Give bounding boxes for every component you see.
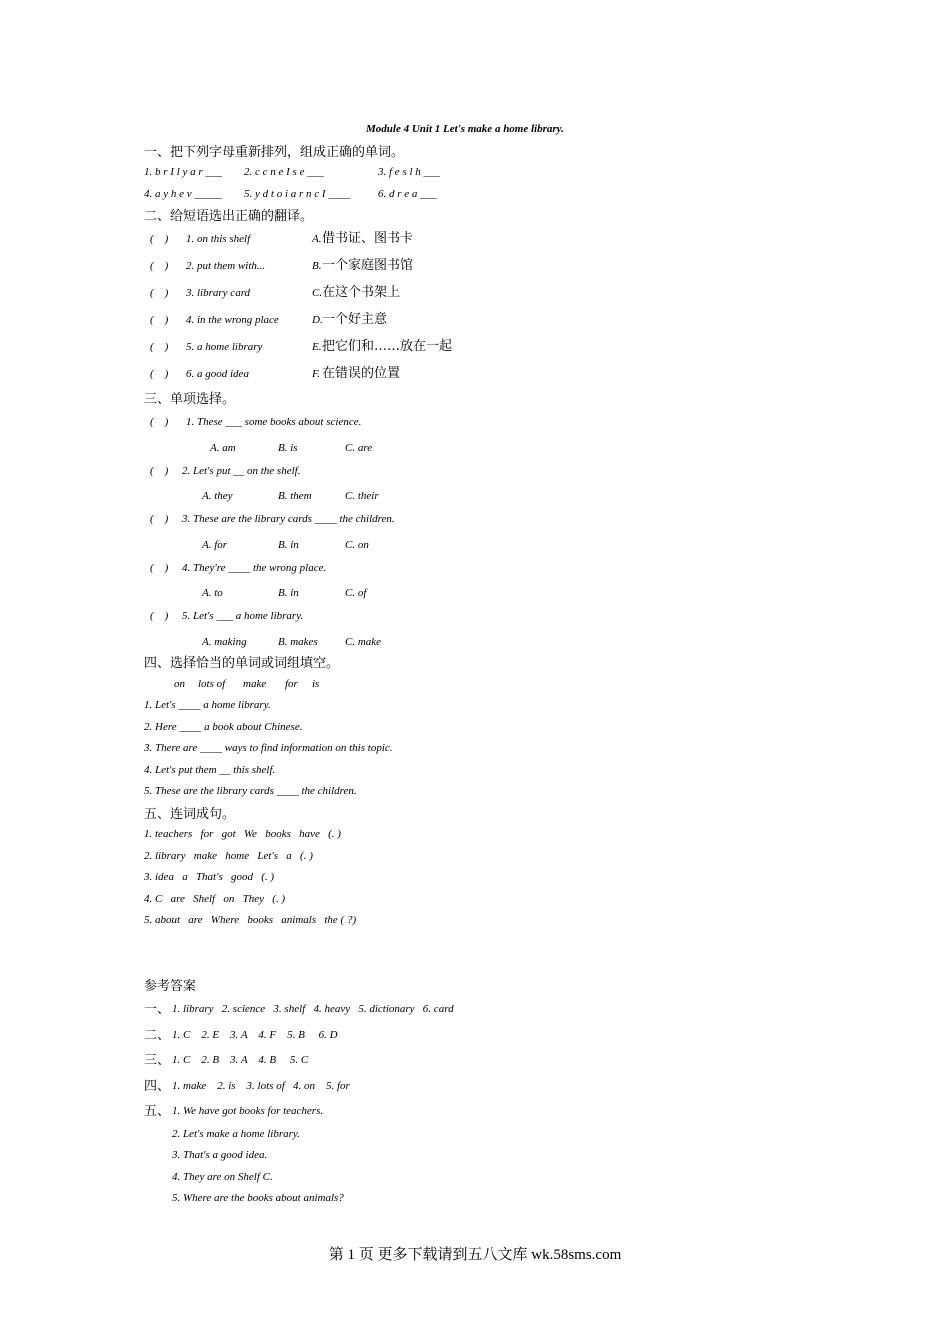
section-2-heading: 二、给短语选出正确的翻译。: [144, 209, 314, 224]
answers-row-4: 1. make 2. is 3. lots of 4. on 5. for: [172, 1080, 350, 1092]
s3-bracket-3: ( ): [150, 513, 169, 525]
s4-item-3: 3. There are ____ ways to find information on this topic.: [144, 742, 393, 754]
s5-item-2: 2. library make home Let's a (. ): [144, 850, 313, 862]
s3-q4-option-b: B. in: [278, 587, 299, 599]
s3-q2-option-c: C. their: [345, 490, 379, 502]
s2-bracket-4: ( ): [150, 314, 169, 326]
s3-bracket-1: ( ): [150, 416, 169, 428]
answers-prefix-1: 一、: [144, 1002, 171, 1017]
s1-item-5: 5. y d t o i a r n c I ____: [244, 188, 351, 200]
s4-item-5: 5. These are the library cards ____ the children.: [144, 785, 357, 797]
s3-q4-option-c: C. of: [345, 587, 367, 599]
section-3-heading: 三、单项选择。: [144, 392, 236, 407]
s2-bracket-2: ( ): [150, 260, 169, 272]
s3-bracket-2: ( ): [150, 465, 169, 477]
word-bank-5: is: [312, 678, 320, 690]
word-bank-4: for: [285, 678, 298, 690]
answers-prefix-5: 五、: [144, 1104, 171, 1119]
s2-letter-f: F.: [312, 368, 321, 380]
s3-q4-option-a: A. to: [202, 587, 223, 599]
word-bank-3: make: [243, 678, 267, 690]
s3-q1-option-b: B. is: [278, 442, 298, 454]
s2-phrase-6: 6. a good idea: [186, 368, 249, 380]
s2-letter-b: B.: [312, 260, 322, 272]
s2-letter-c: C.: [312, 287, 323, 299]
answers-sentence-2: 2. Let's make a home library.: [172, 1128, 300, 1140]
s2-phrase-4: 4. in the wrong place: [186, 314, 279, 326]
s3-question-1: 1. These ___ some books about science.: [186, 416, 362, 428]
word-bank-2: lots of: [198, 678, 226, 690]
s3-q3-option-c: C. on: [345, 539, 369, 551]
s3-question-5: 5. Let's ___ a home library.: [182, 610, 304, 622]
answers-prefix-2: 二、: [144, 1028, 171, 1043]
answers-sentence-4: 4. They are on Shelf C.: [172, 1171, 273, 1183]
s3-q5-option-c: C. make: [345, 636, 382, 648]
word-bank-1: on: [174, 678, 185, 690]
page-title: Module 4 Unit 1 Let's make a home library.: [366, 123, 564, 135]
s2-bracket-5: ( ): [150, 341, 169, 353]
s5-item-4: 4. C are Shelf on They (. ): [144, 893, 286, 905]
s3-q1-option-c: C. are: [345, 442, 373, 454]
s4-item-2: 2. Here ____ a book about Chinese.: [144, 721, 303, 733]
answers-prefix-3: 三、: [144, 1053, 171, 1068]
answers-row-1: 1. library 2. science 3. shelf 4. heavy 5. dictionary 6. card: [172, 1003, 454, 1015]
page-footer: 第 1 页 更多下载请到五八文库 wk.58sms.com: [328, 1247, 622, 1263]
s3-q3-option-b: B. in: [278, 539, 299, 551]
s4-item-1: 1. Let's ____ a home library.: [144, 699, 271, 711]
answers-prefix-4: 四、: [144, 1079, 171, 1094]
s1-item-4: 4. a y h e v _____: [144, 188, 222, 200]
answers-row-2: 1. C 2. E 3. A 4. F 5. B 6. D: [172, 1029, 338, 1041]
s1-item-6: 6. d r e a ___: [378, 188, 437, 200]
s5-item-5: 5. about are Where books animals the ( ?): [144, 914, 357, 926]
s2-phrase-3: 3. library card: [186, 287, 251, 299]
s2-translation-a: 借书证、图书卡: [322, 231, 414, 246]
answers-sentence-5: 5. Where are the books about animals?: [172, 1192, 344, 1204]
s2-bracket-1: ( ): [150, 233, 169, 245]
s2-translation-f: 在错误的位置: [322, 366, 401, 381]
s2-phrase-5: 5. a home library: [186, 341, 263, 353]
s3-q5-option-a: A. making: [202, 636, 247, 648]
s1-item-2: 2. c c n e I s e ___: [244, 166, 324, 178]
s4-item-4: 4. Let's put them __ this shelf.: [144, 764, 276, 776]
s5-item-1: 1. teachers for got We books have (. ): [144, 828, 341, 840]
answers-heading: 参考答案: [144, 979, 197, 994]
s3-q2-option-a: A. they: [202, 490, 233, 502]
s3-bracket-5: ( ): [150, 610, 169, 622]
section-1-heading: 一、把下列字母重新排列，组成正确的单词。: [144, 145, 405, 160]
s3-bracket-4: ( ): [150, 562, 169, 574]
s1-item-3: 3. f e s l h ___: [378, 166, 441, 178]
s1-item-1: 1. b r I l y a r ___: [144, 166, 222, 178]
s3-q3-option-a: A. for: [202, 539, 228, 551]
s2-letter-e: E.: [312, 341, 322, 353]
section-5-heading: 五、连词成句。: [144, 807, 236, 822]
s5-item-3: 3. idea a That's good (. ): [144, 871, 275, 883]
s2-bracket-6: ( ): [150, 368, 169, 380]
s2-bracket-3: ( ): [150, 287, 169, 299]
s2-translation-c: 在这个书架上: [322, 285, 401, 300]
s3-question-4: 4. They're ____ the wrong place.: [182, 562, 327, 574]
answers-sentence-3: 3. That's a good idea.: [172, 1149, 268, 1161]
s2-translation-b: 一个家庭图书馆: [322, 258, 414, 273]
answers-row-3: 1. C 2. B 3. A 4. B 5. C: [172, 1054, 309, 1066]
s2-translation-e: 把它们和……放在一起: [322, 339, 453, 354]
s2-phrase-1: 1. on this shelf: [186, 233, 251, 245]
s2-phrase-2: 2. put them with...: [186, 260, 266, 272]
s2-translation-d: 一个好主意: [322, 312, 388, 327]
s3-q1-option-a: A. am: [210, 442, 236, 454]
section-4-heading: 四、选择恰当的单词或词组填空。: [144, 656, 340, 671]
s2-letter-d: D.: [312, 314, 323, 326]
s3-question-3: 3. These are the library cards ____ the children.: [182, 513, 395, 525]
answers-row-5: 1. We have got books for teachers.: [172, 1105, 324, 1117]
s2-letter-a: A.: [312, 233, 322, 245]
s3-question-2: 2. Let's put __ on the shelf.: [182, 465, 301, 477]
s3-q2-option-b: B. them: [278, 490, 312, 502]
s3-q5-option-b: B. makes: [278, 636, 318, 648]
